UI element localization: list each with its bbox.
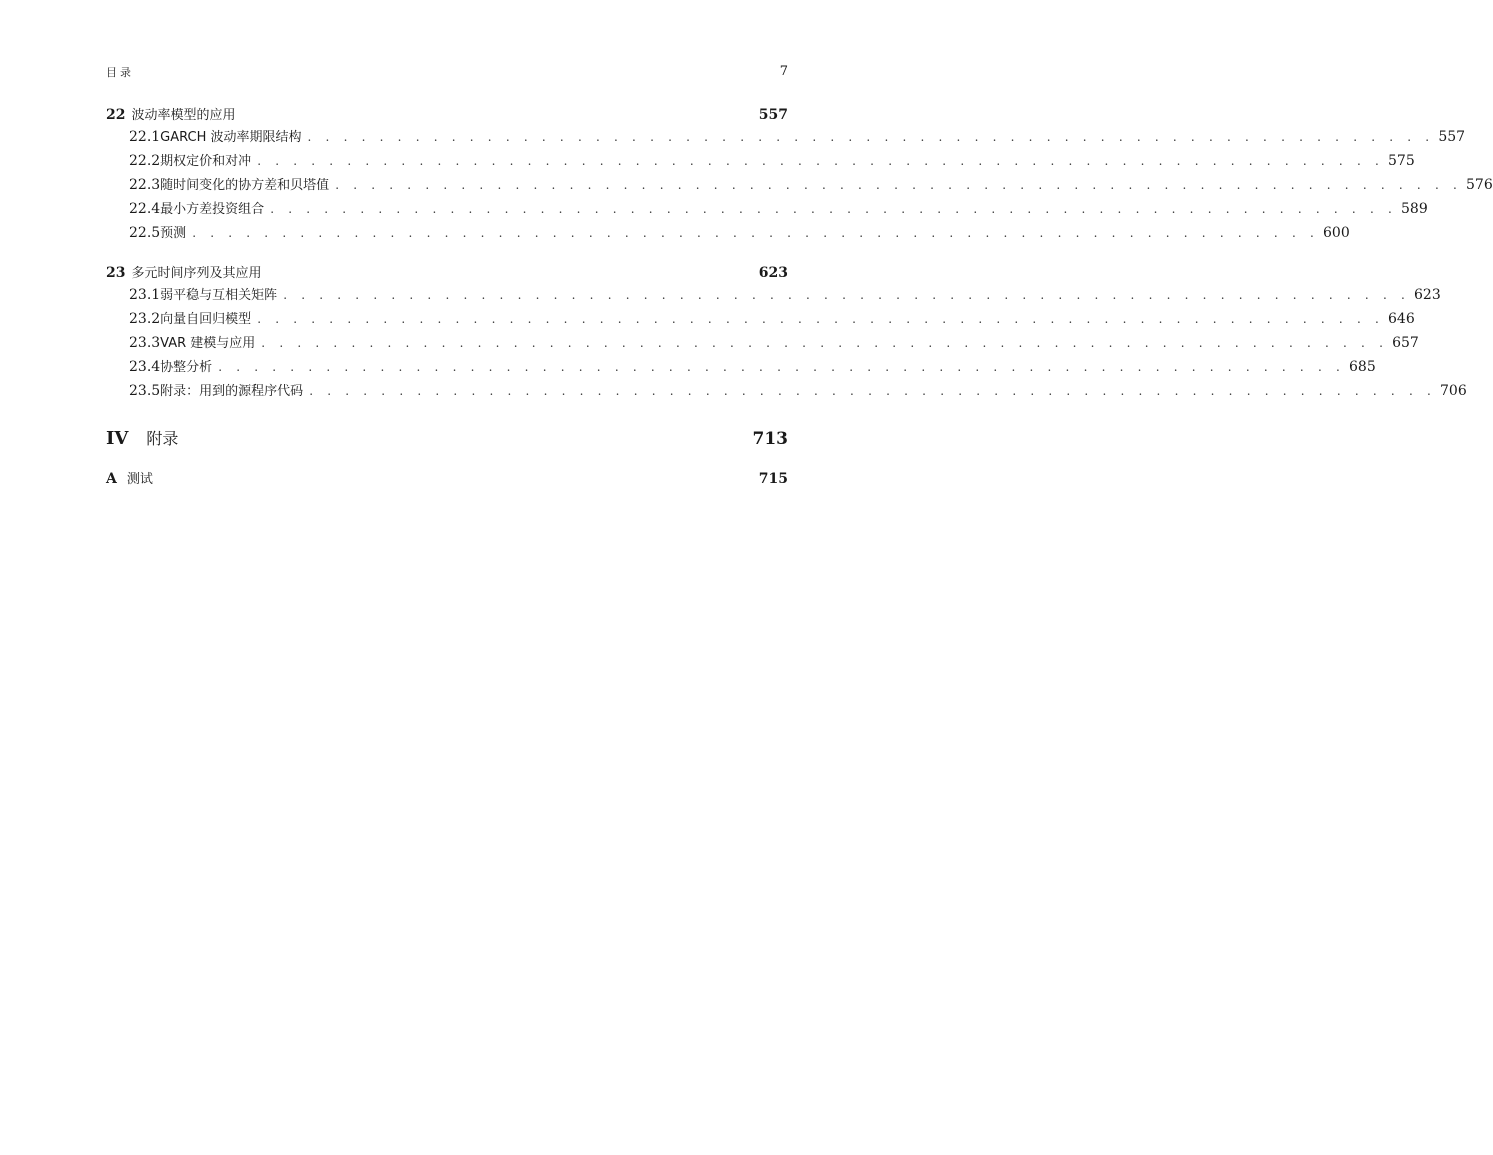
section-page: 685 — [1349, 359, 1376, 375]
section-page: 575 — [1388, 153, 1415, 169]
chapter-page: 557 — [758, 107, 788, 123]
section-number: 23.4 — [129, 359, 161, 375]
section-number: 23.1 — [129, 287, 161, 303]
section-page: 646 — [1388, 311, 1415, 327]
section-entry[interactable] — [129, 222, 1350, 246]
dot-leader: . . . . . . . . . . . . . . . . . . . . . . . . . . . . . . . . . . . . . . . . . . . . . . . . . . . . . . . . . . . . . . . — [309, 384, 1436, 398]
section-title: 最小方差投资组合 — [160, 202, 265, 217]
section-title: 附录：用到的源程序代码 — [160, 384, 304, 399]
chapter-title: 波动率模型的应用 — [131, 108, 236, 123]
section-number: 23.3 — [129, 335, 161, 351]
dot-leader: . . . . . . . . . . . . . . . . . . . . . . . . . . . . . . . . . . . . . . . . . . . . . . . . . . . . . . . . . . . . . . . — [257, 312, 1384, 326]
toc-page — [106, 0, 1493, 1155]
dot-leader: . . . . . . . . . . . . . . . . . . . . . . . . . . . . . . . . . . . . . . . . . . . . . . . . . . . . . . . . . . . . . . . — [270, 202, 1397, 216]
dot-leader: . . . . . . . . . . . . . . . . . . . . . . . . . . . . . . . . . . . . . . . . . . . . . . . . . . . . . . . . . . . . . . . — [192, 226, 1319, 240]
chapter-entry[interactable] — [106, 262, 788, 284]
part-page: 713 — [752, 429, 788, 449]
section-number: 22.2 — [129, 153, 161, 169]
part-number: IV — [106, 428, 129, 449]
dot-leader: . . . . . . . . . . . . . . . . . . . . . . . . . . . . . . . . . . . . . . . . . . . . . . . . . . . . . . . . . . . . . . . — [257, 154, 1384, 168]
section-entry[interactable] — [129, 126, 1466, 150]
section-page: 623 — [1414, 287, 1441, 303]
section-entry[interactable] — [129, 380, 1467, 404]
section-title: GARCH 波动率期限结构 — [160, 130, 302, 145]
section-title: 向量自回归模型 — [160, 312, 252, 327]
section-entry[interactable] — [129, 174, 1493, 198]
section-page: 557 — [1438, 129, 1466, 145]
dot-leader: . . . . . . . . . . . . . . . . . . . . . . . . . . . . . . . . . . . . . . . . . . . . . . . . . . . . . . . . . . . . . . . — [283, 288, 1410, 302]
section-title: 弱平稳与互相关矩阵 — [160, 288, 278, 303]
section-entry[interactable] — [129, 356, 1376, 380]
appendix-letter: A — [106, 471, 117, 487]
section-entry[interactable] — [129, 198, 1428, 222]
appendix-page: 715 — [758, 471, 788, 487]
section-number: 23.5 — [129, 383, 161, 399]
section-entry[interactable] — [129, 332, 1419, 356]
section-entry[interactable] — [129, 284, 1441, 308]
appendix-title: 测试 — [126, 472, 153, 487]
chapter-22-block — [106, 104, 1493, 246]
chapter-page: 623 — [758, 265, 788, 281]
section-title: 预测 — [160, 226, 187, 241]
running-header-page-number: 7 — [779, 64, 788, 79]
section-number: 22.1 — [129, 129, 161, 145]
running-header — [106, 64, 788, 82]
chapter-23-block — [106, 262, 1467, 404]
section-number: 22.5 — [129, 225, 161, 241]
dot-leader: . . . . . . . . . . . . . . . . . . . . . . . . . . . . . . . . . . . . . . . . . . . . . . . . . . . . . . . . . . . . . . . — [218, 360, 1345, 374]
section-page: 576 — [1466, 177, 1493, 193]
section-number: 23.2 — [129, 311, 161, 327]
section-title: 随时间变化的协方差和贝塔值 — [160, 178, 330, 193]
chapter-entry[interactable] — [106, 104, 788, 126]
chapter-number: 22 — [106, 107, 126, 123]
appendix-entry[interactable] — [106, 468, 788, 490]
section-entry[interactable] — [129, 150, 1415, 174]
part-entry[interactable] — [106, 426, 788, 452]
table-of-contents — [106, 104, 1493, 490]
section-entry[interactable] — [129, 308, 1415, 332]
dot-leader: . . . . . . . . . . . . . . . . . . . . . . . . . . . . . . . . . . . . . . . . . . . . . . . . . . . . . . . . . . . . . . . — [335, 178, 1462, 192]
section-title: VAR 建模与应用 — [160, 336, 256, 351]
section-page: 706 — [1440, 383, 1467, 399]
section-page: 657 — [1392, 335, 1419, 351]
part-title: 附录 — [146, 429, 179, 448]
section-number: 22.4 — [129, 201, 161, 217]
running-header-title: 目录 — [106, 66, 134, 79]
dot-leader: . . . . . . . . . . . . . . . . . . . . . . . . . . . . . . . . . . . . . . . . . . . . . . . . . . . . . . . . . . . . . . . — [307, 130, 1435, 144]
dot-leader: . . . . . . . . . . . . . . . . . . . . . . . . . . . . . . . . . . . . . . . . . . . . . . . . . . . . . . . . . . . . . . . — [261, 336, 1389, 350]
section-title: 协整分析 — [160, 360, 213, 375]
chapter-number: 23 — [106, 265, 126, 281]
section-number: 22.3 — [129, 177, 161, 193]
section-page: 589 — [1401, 201, 1428, 217]
chapter-title: 多元时间序列及其应用 — [131, 266, 262, 281]
section-page: 600 — [1323, 225, 1350, 241]
section-title: 期权定价和对冲 — [160, 154, 252, 169]
